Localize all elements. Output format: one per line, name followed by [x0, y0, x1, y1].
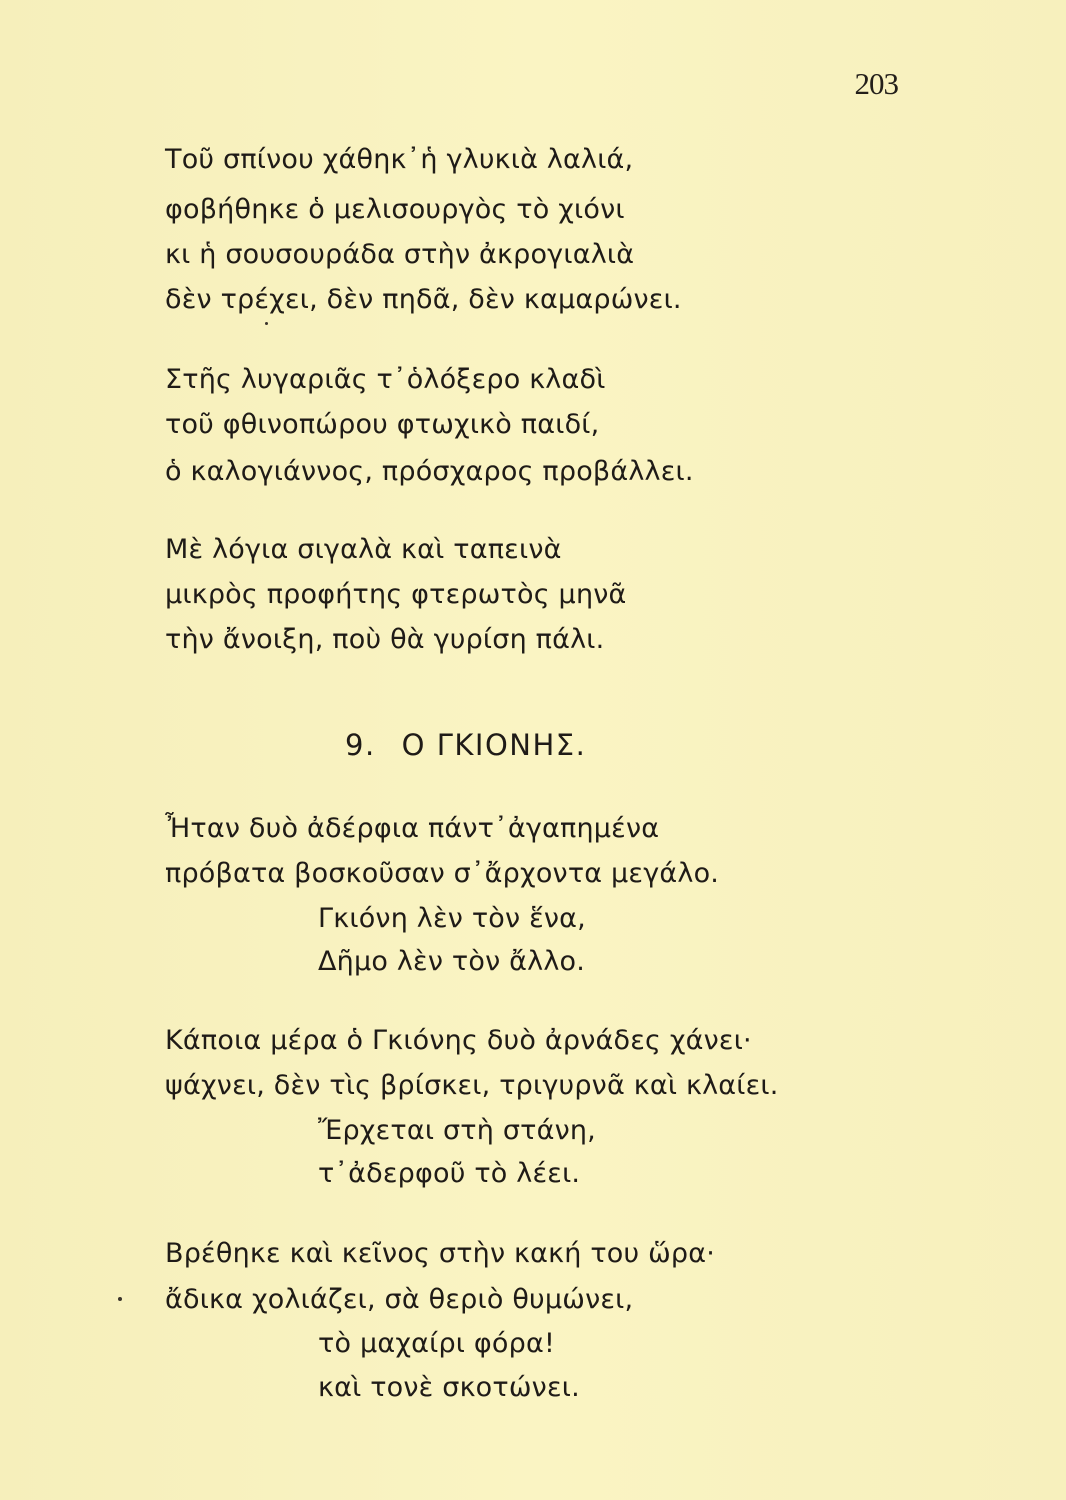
- poem-line: Δῆμο λὲν τὸν ἄλλο.: [318, 946, 585, 977]
- poem-line: Ἦταν δυὸ ἀδέρφια πάντ᾿ἀγαπημένα: [165, 813, 660, 844]
- poem-line: ψάχνει, δὲν τὶς βρίσκει, τριγυρνᾶ καὶ κλαίει.: [165, 1070, 779, 1101]
- page-number: 203: [854, 66, 898, 101]
- poem-line: τὸ μαχαίρι φόρα!: [318, 1328, 556, 1359]
- poem-line: Μὲ λόγια σιγαλὰ καὶ ταπεινὰ: [165, 534, 562, 565]
- poem-heading: [345, 728, 586, 762]
- poem-number: 9.: [345, 728, 376, 762]
- poem-line: μικρὸς προφήτης φτερωτὸς μηνᾶ: [165, 579, 627, 610]
- speck: [118, 1297, 122, 1301]
- poem-line: κι ἡ σουσουράδα στὴν ἀκρογιαλιὰ: [165, 239, 635, 270]
- poem-line: τοῦ φθινοπώρου φτωχικὸ παιδί,: [165, 409, 600, 440]
- poem-line: πρόβατα βοσκοῦσαν σ᾿ἄρχοντα μεγάλο.: [165, 858, 720, 889]
- poem-line: ἄδικα χολιάζει, σὰ θεριὸ θυμώνει,: [165, 1284, 634, 1315]
- poem-line: Στῆς λυγαριᾶς τ᾿ὁλόξερο κλαδὶ: [165, 364, 606, 395]
- poem-line: ὁ καλογιάννος, πρόσχαρος προβάλλει.: [165, 456, 694, 487]
- poem-title: Ο ΓΚΙΟΝΗΣ.: [401, 728, 587, 762]
- poem-line: Τοῦ σπίνου χάθηκ᾿ἡ γλυκιὰ λαλιά,: [165, 144, 634, 175]
- poem-line: καὶ τονὲ σκοτώνει.: [318, 1372, 580, 1403]
- poem-line: τὴν ἄνοιξη, ποὺ θὰ γυρίση πάλι.: [165, 624, 605, 655]
- poem-line: δὲν τρέχει, δὲν πηδᾶ, δὲν καμαρώνει.: [165, 284, 682, 315]
- poem-line: Βρέθηκε καὶ κεῖνος στὴν κακή του ὥρα·: [165, 1238, 716, 1269]
- poem-line: Ἔρχεται στὴ στάνη,: [318, 1115, 596, 1146]
- speck: [265, 322, 268, 325]
- poem-line: φοβήθηκε ὁ μελισουργὸς τὸ χιόνι: [165, 194, 625, 225]
- poem-line: Κάποια μέρα ὁ Γκιόνης δυὸ ἀρνάδες χάνει·: [165, 1025, 752, 1056]
- poem-line: Γκιόνη λὲν τὸν ἕνα,: [318, 903, 586, 934]
- poem-line: τ᾿ἀδερφοῦ τὸ λέει.: [318, 1158, 581, 1189]
